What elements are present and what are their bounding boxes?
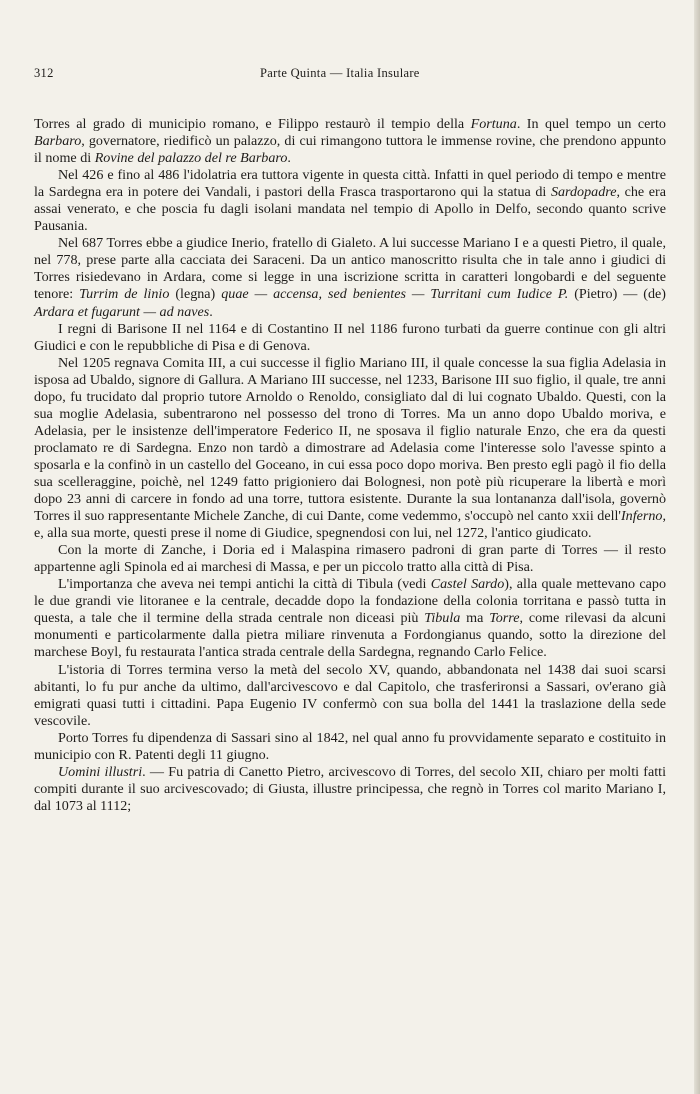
text-run: . bbox=[287, 150, 291, 167]
italic-text: Ardara et fugarunt — ad naves bbox=[34, 303, 210, 320]
text-run: Torres al grado di municipio romano, e Filippo restaurò il tempio della bbox=[34, 116, 471, 132]
text-run: ma bbox=[460, 610, 490, 627]
text-run: . In quel tempo un certo bbox=[516, 116, 666, 132]
italic-text: Rovine del palazzo del re Barbaro bbox=[94, 150, 288, 167]
text-run: Nel 426 e fino al 486 l'idolatria era tuttora vigente in questa città. Infatti in quel periodo di tempo e mentre la Sardegna era in potere dei Vandali, i pastori della Frasca trasportarono qui la statua di bbox=[34, 167, 666, 201]
paragraph bbox=[34, 235, 666, 320]
paragraph bbox=[34, 542, 666, 576]
text-run: Porto Torres fu dipendenza di Sassari sino al 1842, nel qual anno fu provvidamente separato e costituito in municipio con R. Patenti degli 11 giugno. bbox=[34, 729, 666, 763]
paragraph bbox=[34, 167, 666, 235]
italic-text: Turrim de linio bbox=[79, 286, 170, 303]
body-text bbox=[34, 116, 666, 815]
text-run: L'importanza che aveva nei tempi antichi la città di Tibula (vedi bbox=[58, 576, 431, 593]
page-number: 312 bbox=[34, 66, 54, 80]
text-run: ), alla quale mettevano capo le due grandi vie litoranee e la centrale, decadde dopo la fondazione della colonia torritana e passò tutta in questa, a tale che il termine della strada centrale non diceasi più bbox=[34, 576, 666, 627]
italic-text: quae — accensa, sed benientes — Turritani cum Iudice P. bbox=[221, 286, 569, 303]
italic-text: Tibula bbox=[424, 610, 461, 627]
text-run: L'istoria di Torres termina verso la metà del secolo XV, quando, abbandonata nel 1438 dai suoi scarsi abitanti, lo fu pur anche da ultimo, dall'arcivescovo e dal Capitolo, che trasferironsi a Sassari, ov'erano già emigrati quasi tutti i cittadini. Papa Eugenio IV confermò con sua bolla del 1441 la traslazione della sede vescovile. bbox=[34, 661, 666, 729]
page-edge-shadow bbox=[694, 0, 700, 1094]
italic-text: Castel Sardo bbox=[430, 576, 505, 593]
text-run: Nel 1205 regnava Comita III, a cui successe il figlio Mariano III, il quale concesse la sua figlia Adelasia in isposa ad Ubaldo, signore di Gallura. A Mariano III successe, nel 1233, Barisone III suo figlio, il quale, tre anni dopo, fu trucidato dal proprio tutore Arnoldo o Renoldo, consigliato dal di lui cognato Ubaldo. Questi, con la sua moglie Adelasia, subentrarono nel possesso del trono di Torres. Ma un anno dopo Ubaldo moriva, e Adelasia, per le insistenze dell'imperatore Federico II, ne sposava il figlio naturale Enzo, che era da questi proclamato re di Sardegna. Enzo non tardò a dimostrare ad Adelasia come l'interesse solo l'avesse spinto a sposarla e la confinò in un castello del Goceano, in cui essa poco dopo moriva. Ben presto egli pagò il fio della sua scelleraggine, poichè, nel 1249 fatto prigioniero dai Bolognesi, non potè più ricuperare la libertà e morì dopo 23 anni di carcere in fondo ad una torre, tuttora esistente. Durante la sua lontananza dall'isola, governò Torres il suo rappresentante Michele Zanche, di cui Dante, come vedemmo, s'occupò nel canto xxii dell' bbox=[34, 354, 666, 525]
text-run: Nel 687 Torres ebbe a giudice Inerio, fratello di Gialeto. A lui successe Mariano I e a questi Pietro, il quale, nel 778, prese parte alla cacciata dei Saraceni. Da un antico manoscritto risulta che in tale anno i giudici di Torres risiedevano in Ardara, come si legge in una iscrizione scritta in caratteri longobardi e del seguente tenore: bbox=[34, 235, 666, 303]
running-head: Parte Quinta — Italia Insulare bbox=[260, 66, 420, 80]
text-run: I regni di Barisone II nel 1164 e di Costantino II nel 1186 furono turbati da guerre continue con gli altri Giudici e con le repubbliche di Pisa e di Genova. bbox=[34, 320, 666, 354]
text-run: , che era assai venerato, e che poscia fu dagli isolani mandata nel tempio di Apollo in Delfo, secondo quanto scrive Pausania. bbox=[34, 184, 666, 235]
paragraph bbox=[34, 116, 666, 167]
paragraph bbox=[34, 576, 666, 661]
italic-text: Torre bbox=[489, 610, 520, 627]
paragraph bbox=[34, 764, 666, 815]
text-run: , governatore, riedificò un palazzo, di cui rimangono tuttora le immense rovine, che prendono appunto il nome di bbox=[34, 133, 666, 167]
text-run: , come rilevasi da alcuni monumenti e particolarmente dalla pietra miliare rinvenuta a Fordongianus quando, sotto la direzione del marchese Boyl, fu restaurata l'antica strada centrale della Sardegna, regnando Carlo Felice. bbox=[34, 610, 667, 661]
text-run: (Pietro) — (de) bbox=[568, 286, 666, 303]
paragraph bbox=[34, 730, 666, 764]
italic-text: Sardopadre bbox=[550, 184, 617, 201]
italic-text: Barbaro bbox=[34, 133, 82, 150]
italic-text: Uomini illustri bbox=[58, 763, 143, 780]
text-run: Con la morte di Zanche, i Doria ed i Malaspina rimasero padroni di gran parte di Torres — il resto appartenne agli Spinola ed ai marchesi di Massa, e per un piccolo tratto alla città di Pisa. bbox=[34, 542, 666, 576]
paragraph bbox=[34, 321, 666, 355]
paragraph bbox=[34, 662, 666, 730]
text-run: . — Fu patria di Canetto Pietro, arcivescovo di Torres, del secolo XII, chiaro per molti fatti compiti durante il suo arcivescovado; di Giusta, illustre principessa, che regnò in Torres col marito Mariano I, dal 1073 al 1112; bbox=[34, 763, 666, 814]
text-run: , e, alla sua morte, questi prese il nome di Giudice, spegnendosi con lui, nel 1272, l'antico giudicato. bbox=[34, 508, 666, 542]
text-run: . bbox=[209, 303, 213, 320]
italic-text: Inferno bbox=[620, 508, 663, 525]
italic-text: Fortuna bbox=[470, 116, 517, 132]
text-run: (legna) bbox=[169, 286, 222, 303]
paragraph bbox=[34, 355, 666, 543]
